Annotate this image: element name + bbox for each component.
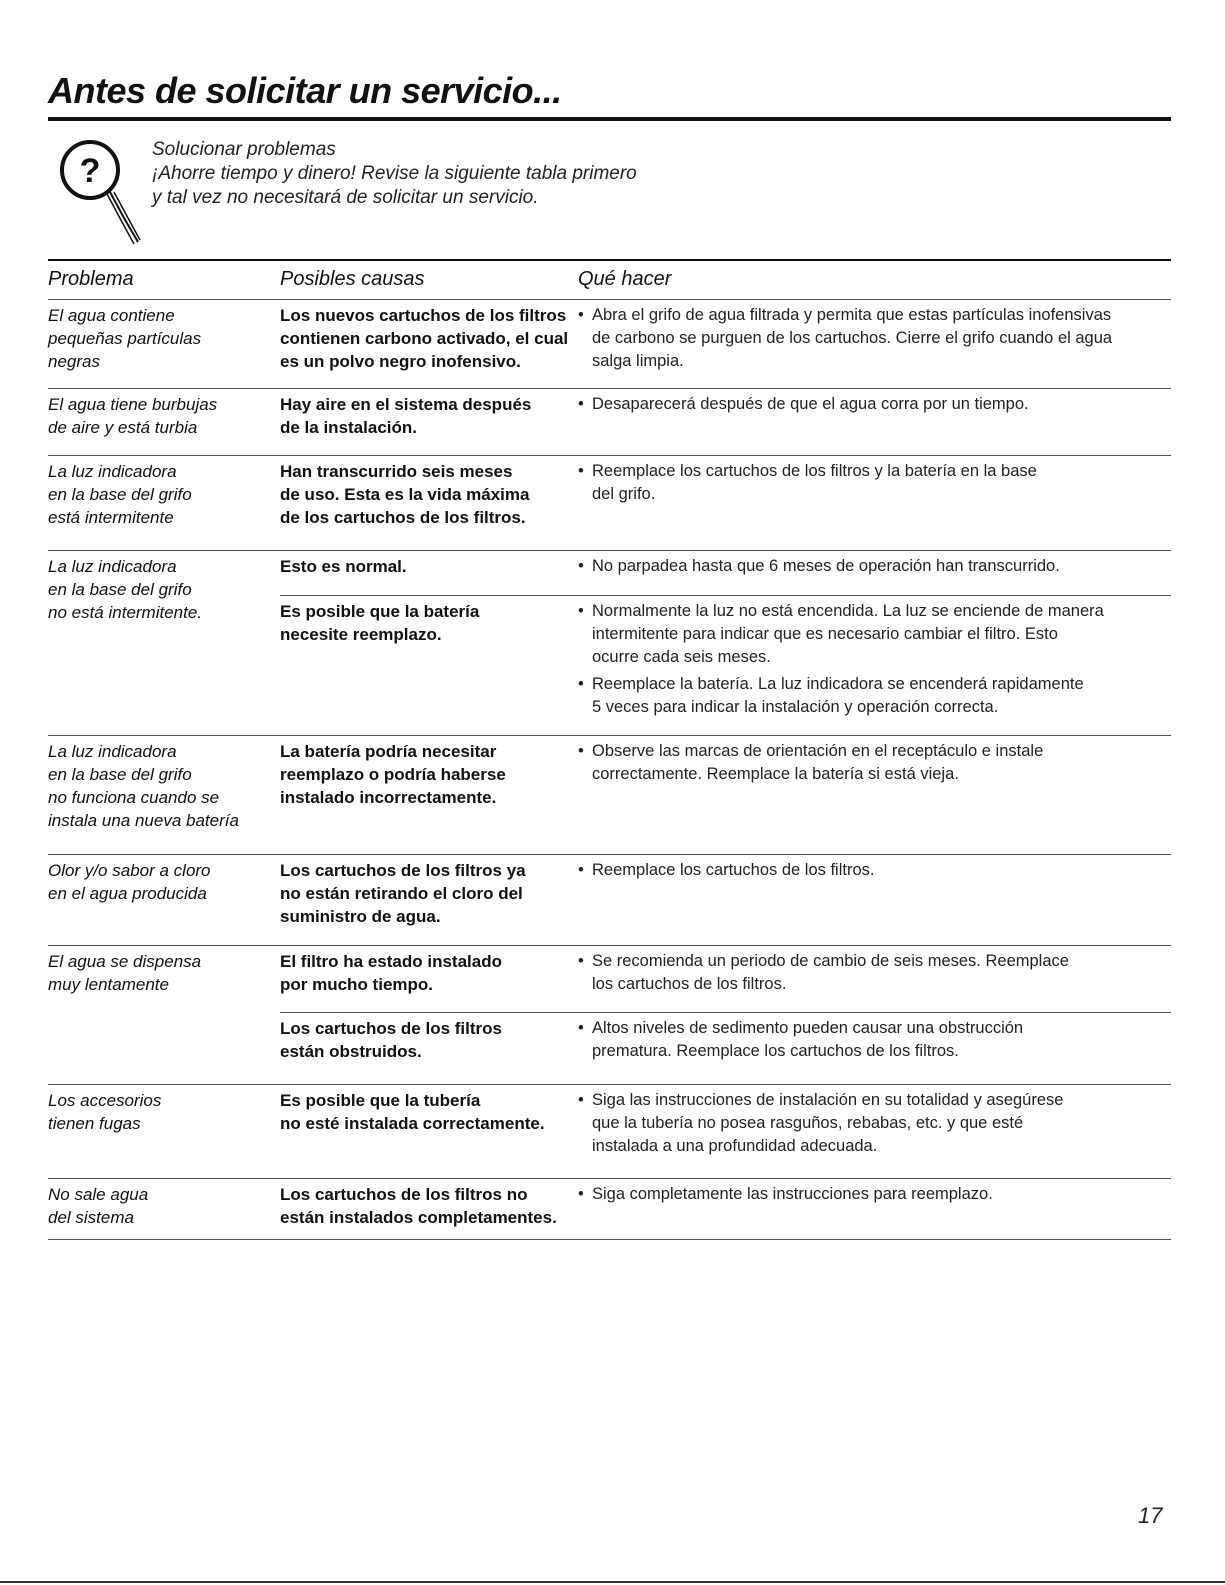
fix-item: • Desaparecerá después de que el agua corra por un tiempo. — [578, 393, 1171, 416]
intro-line: y tal vez no necesitará de solicitar un servicio. — [152, 187, 539, 208]
problem-cell: El agua tiene burbujas de aire y está turbia — [48, 395, 218, 437]
problem-cell: La luz indicadora en la base del grifo no está intermitente. — [48, 557, 203, 622]
table-row — [48, 300, 1171, 389]
cause-row — [280, 389, 1171, 439]
fix-item: • Reemplace los cartuchos de los filtros y la batería en la base del grifo. — [578, 460, 1171, 506]
header-what-to-do: Qué hacer — [578, 268, 672, 290]
cause-row — [280, 1012, 1171, 1063]
fix-cell — [578, 389, 1171, 439]
cause-row — [280, 595, 1171, 719]
problem-cell: Olor y/o sabor a cloro en el agua producida — [48, 861, 211, 903]
fix-cell — [578, 1179, 1171, 1229]
page-title: Antes de solicitar un servicio... — [48, 70, 562, 111]
header-causes: Posibles causas — [280, 268, 425, 290]
table-header — [48, 261, 1171, 300]
fix-cell — [578, 1085, 1171, 1158]
fix-cell — [578, 551, 1171, 595]
table-row — [48, 456, 1171, 551]
cause-group — [280, 456, 1171, 550]
svg-text:?: ? — [79, 152, 101, 190]
fix-cell — [578, 946, 1171, 1012]
cause-row — [280, 736, 1171, 809]
fix-cell — [578, 456, 1171, 529]
cause-group — [280, 855, 1171, 945]
fix-item: • Altos niveles de sedimento pueden causar una obstrucción prematura. Reemplace los cartuchos de los filtros. — [578, 1017, 1171, 1063]
fix-cell — [578, 855, 1171, 928]
fix-item: • Se recomienda un periodo de cambio de seis meses. Reemplace los cartuchos de los filtros. — [578, 950, 1171, 996]
problem-cell: La luz indicadora en la base del grifo no funciona cuando se instala una nueva batería — [48, 742, 239, 830]
cause-cell: Han transcurrido seis meses de uso. Esta es la vida máxima de los cartuchos de los filtros. — [280, 462, 530, 527]
cause-row — [280, 855, 1171, 928]
cause-row — [280, 456, 1171, 529]
cause-group — [280, 946, 1171, 1084]
cause-group — [280, 389, 1171, 455]
table-row — [48, 736, 1171, 855]
cause-cell: Los cartuchos de los filtros están obstruidos. — [280, 1019, 502, 1061]
cause-group — [280, 551, 1171, 735]
problem-cell: El agua contiene pequeñas partículas negras — [48, 306, 202, 371]
cause-cell: Es posible que la batería necesite reemplazo. — [280, 602, 480, 644]
fix-item: • Observe las marcas de orientación en el receptáculo e instale correctamente. Reemplace la batería si está vieja. — [578, 740, 1171, 786]
cause-row — [280, 1179, 1171, 1229]
title-rule — [48, 117, 1171, 121]
table-row — [48, 1179, 1171, 1240]
table-row — [48, 389, 1171, 456]
fix-item: • No parpadea hasta que 6 meses de operación han transcurrido. — [578, 555, 1171, 578]
bottom-rule — [0, 1581, 1225, 1583]
cause-row — [280, 300, 1171, 373]
cause-group — [280, 1179, 1171, 1239]
fix-item: • Siga completamente las instrucciones para reemplazo. — [578, 1183, 1171, 1206]
fix-item: • Siga las instrucciones de instalación en su totalidad y asegúrese que la tubería no posea rasguños, rebabas, etc. y que esté instalada a una profundidad adecuada. — [578, 1089, 1171, 1158]
cause-cell: Hay aire en el sistema después de la instalación. — [280, 395, 532, 437]
cause-cell: Los cartuchos de los filtros no están instalados completamentes. — [280, 1185, 557, 1227]
fix-item: • Normalmente la luz no está encendida. La luz se enciende de manera intermitente para indicar que es necesario cambiar el filtro. Esto ocurre cada seis meses. — [578, 600, 1171, 669]
cause-cell: Los cartuchos de los filtros ya no están retirando el cloro del suministro de agua. — [280, 861, 526, 926]
page-number: 17 — [1138, 1503, 1163, 1528]
problem-cell: El agua se dispensa muy lentamente — [48, 952, 202, 994]
cause-cell: Es posible que la tubería no esté instalada correctamente. — [280, 1091, 545, 1133]
intro-line: Solucionar problemas — [152, 139, 336, 160]
cause-group — [280, 300, 1171, 388]
fix-cell — [578, 1013, 1171, 1063]
table-row — [48, 946, 1171, 1085]
header-problem: Problema — [48, 268, 134, 290]
troubleshooting-question-icon — [52, 132, 152, 250]
intro-text — [152, 138, 637, 210]
table-body — [48, 300, 1171, 1240]
problem-cell: No sale agua del sistema — [48, 1185, 149, 1227]
table-row — [48, 1085, 1171, 1179]
cause-row — [280, 1085, 1171, 1158]
cause-group — [280, 736, 1171, 854]
cause-row — [280, 946, 1171, 1012]
fix-cell — [578, 596, 1171, 719]
problem-cell: Los accesorios tienen fugas — [48, 1091, 162, 1133]
table-row — [48, 551, 1171, 736]
cause-group — [280, 1085, 1171, 1178]
problem-cell: La luz indicadora en la base del grifo está intermitente — [48, 462, 192, 527]
cause-cell: La batería podría necesitar reemplazo o podría haberse instalado incorrectamente. — [280, 742, 506, 807]
table-row — [48, 855, 1171, 946]
troubleshooting-table — [48, 259, 1171, 1240]
cause-cell: Esto es normal. — [280, 557, 407, 576]
intro-line: ¡Ahorre tiempo y dinero! Revise la siguiente tabla primero — [152, 163, 637, 184]
fix-item: • Abra el grifo de agua filtrada y permita que estas partículas inofensivas de carbono se purguen de los cartuchos. Cierre el grifo cuando el agua salga limpia. — [578, 304, 1171, 373]
fix-item: • Reemplace los cartuchos de los filtros. — [578, 859, 1171, 882]
fix-cell — [578, 736, 1171, 809]
fix-cell — [578, 300, 1171, 373]
cause-cell: Los nuevos cartuchos de los filtros contienen carbono activado, el cual es un polvo negro inofensivo. — [280, 306, 569, 371]
cause-row — [280, 551, 1171, 595]
fix-item: • Reemplace la batería. La luz indicadora se encenderá rapidamente 5 veces para indicar la instalación y operación correcta. — [578, 673, 1171, 719]
cause-cell: El filtro ha estado instalado por mucho tiempo. — [280, 952, 502, 994]
